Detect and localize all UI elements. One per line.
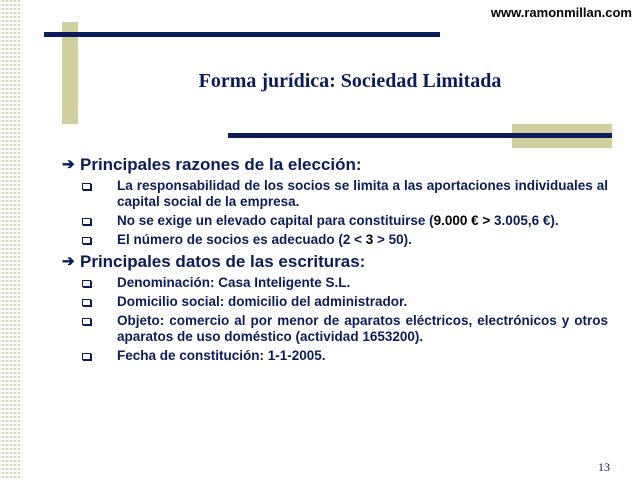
list-item	[82, 178, 608, 210]
list-item-text: La responsabilidad de los socios se limita a las aportaciones individuales al capital social de la empresa.	[117, 178, 608, 209]
decorative-line-bottom	[228, 133, 612, 138]
list-item	[82, 313, 608, 345]
arrow-icon: ➔	[62, 253, 75, 270]
website-url[interactable]: www.ramonmillan.com	[490, 5, 632, 20]
square-bullet-icon	[82, 280, 91, 287]
deed-data-list	[62, 275, 608, 364]
list-item-text: Domicilio social: domicilio del administrador.	[117, 294, 408, 309]
capital-comparison-value: 9.000 € >	[433, 213, 491, 228]
page-number: 13	[598, 460, 610, 474]
slide-title: Forma jurídica: Sociedad Limitada	[198, 70, 502, 92]
square-bullet-icon	[82, 183, 91, 190]
list-item-text-pre: No se exige un elevado capital para constituirse (	[117, 213, 434, 228]
section-heading	[62, 252, 608, 272]
list-item-text: Objeto: comercio al por menor de aparatos eléctricos, electrónicos y otros aparatos de uso doméstico (actividad 1653200).	[117, 313, 608, 344]
reasons-list	[62, 178, 608, 248]
partner-count-value: 3	[365, 232, 374, 247]
list-item-text: Fecha de constitución: 1-1-2005.	[117, 348, 326, 363]
list-item	[82, 275, 608, 291]
list-item	[82, 232, 608, 248]
list-item-text-post: 3.005,6 €).	[490, 213, 559, 228]
slide-content	[62, 155, 608, 368]
section-heading-text: Principales razones de la elección:	[80, 155, 362, 174]
list-item-text-post: > 50).	[373, 232, 412, 247]
square-bullet-icon	[82, 318, 91, 325]
square-bullet-icon	[82, 237, 91, 244]
section-heading-text: Principales datos de las escrituras:	[80, 252, 366, 271]
section-deed-data	[62, 252, 608, 364]
square-bullet-icon	[82, 299, 91, 306]
list-item	[82, 213, 608, 229]
section-heading	[62, 155, 608, 175]
decorative-block-top	[62, 22, 78, 124]
square-bullet-icon	[82, 218, 91, 225]
arrow-icon: ➔	[62, 156, 75, 173]
list-item-text-pre: El número de socios es adecuado (2 <	[117, 232, 366, 247]
list-item-text	[117, 232, 608, 248]
left-decorative-stripe	[0, 0, 20, 480]
list-item-text: Denominación: Casa Inteligente S.L.	[117, 275, 351, 290]
list-item	[82, 294, 608, 310]
section-reasons	[62, 155, 608, 248]
list-item-text	[117, 213, 608, 229]
decorative-line-top	[44, 32, 440, 37]
square-bullet-icon	[82, 353, 91, 360]
list-item	[82, 348, 608, 364]
